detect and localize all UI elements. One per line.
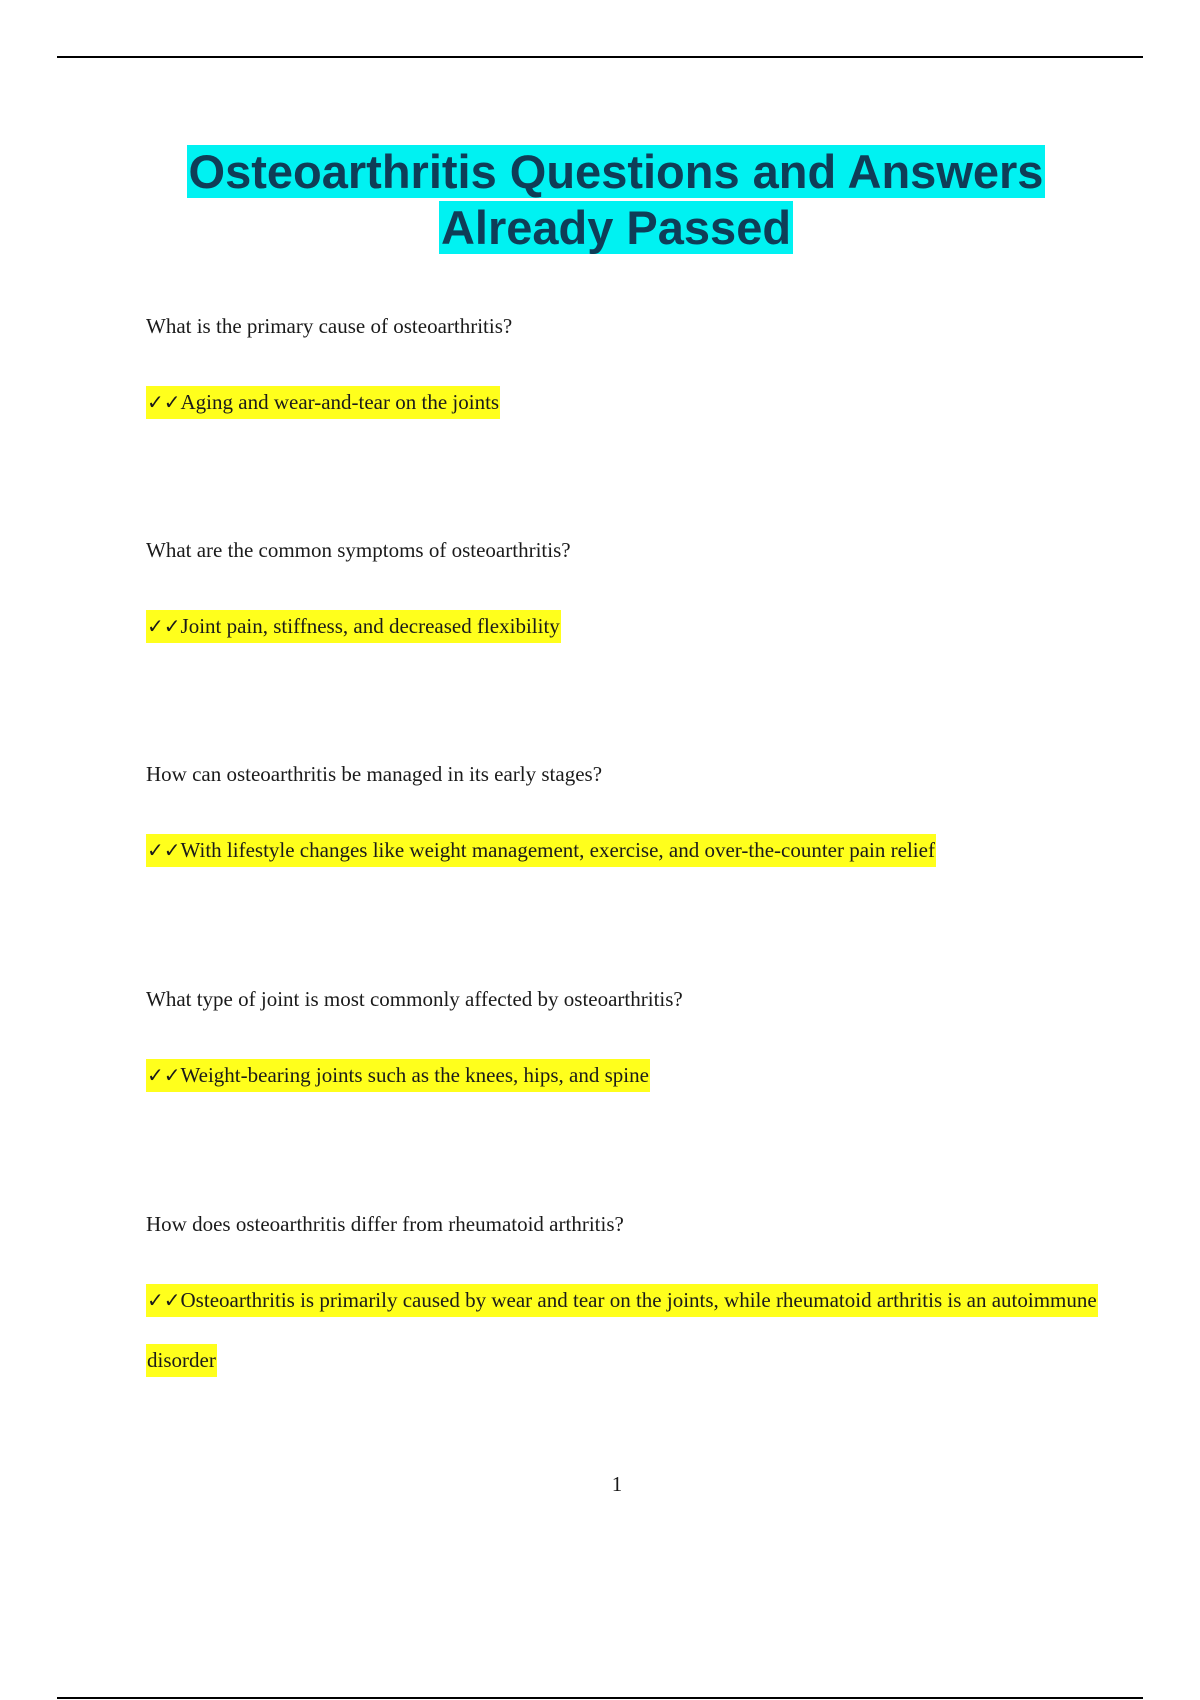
question-1: What is the primary cause of osteoarthritis?: [146, 314, 513, 338]
header-rule: [57, 56, 1143, 58]
answer-5-highlight: [146, 1284, 1098, 1377]
question-2: What are the common symptoms of osteoarthritis?: [146, 538, 571, 562]
answer-4-text: Weight-bearing joints such as the knees, hips, and spine: [180, 1063, 649, 1087]
document-title: [60, 144, 1172, 256]
answer-3: [146, 820, 1106, 880]
question-3: How can osteoarthritis be managed in its early stages?: [146, 762, 603, 786]
double-check-icon: ✓✓: [147, 390, 181, 414]
question-4: What type of joint is most commonly affected by osteoarthritis?: [146, 987, 683, 1011]
answer-1: [146, 372, 1106, 432]
answer-4: [146, 1045, 1106, 1105]
double-check-icon: ✓✓: [147, 1063, 181, 1087]
question-5: How does osteoarthritis differ from rheumatoid arthritis?: [146, 1212, 624, 1236]
answer-5: [146, 1270, 1106, 1390]
double-check-icon: ✓✓: [147, 614, 181, 638]
answer-2-highlight: [146, 610, 561, 643]
title-line-2: Already Passed: [440, 201, 792, 254]
answer-4-highlight: [146, 1059, 650, 1092]
answer-3-text: With lifestyle changes like weight management, exercise, and over-the-counter pain relief: [180, 838, 935, 862]
answer-1-highlight: [146, 386, 500, 419]
double-check-icon: ✓✓: [147, 1288, 181, 1312]
title-line-1: Osteoarthritis Questions and Answers: [188, 145, 1044, 198]
answer-1-text: Aging and wear-and-tear on the joints: [180, 390, 500, 414]
double-check-icon: ✓✓: [147, 838, 181, 862]
answer-5-text: Osteoarthritis is primarily caused by wear and tear on the joints, while rheumatoid arthritis is an autoimmune disorder: [147, 1288, 1097, 1372]
answer-2: [146, 596, 1106, 656]
answer-2-text: Joint pain, stiffness, and decreased flexibility: [180, 614, 560, 638]
answer-3-highlight: [146, 834, 936, 867]
footer-rule: [57, 1697, 1143, 1699]
page-number: 1: [611, 1472, 623, 1496]
